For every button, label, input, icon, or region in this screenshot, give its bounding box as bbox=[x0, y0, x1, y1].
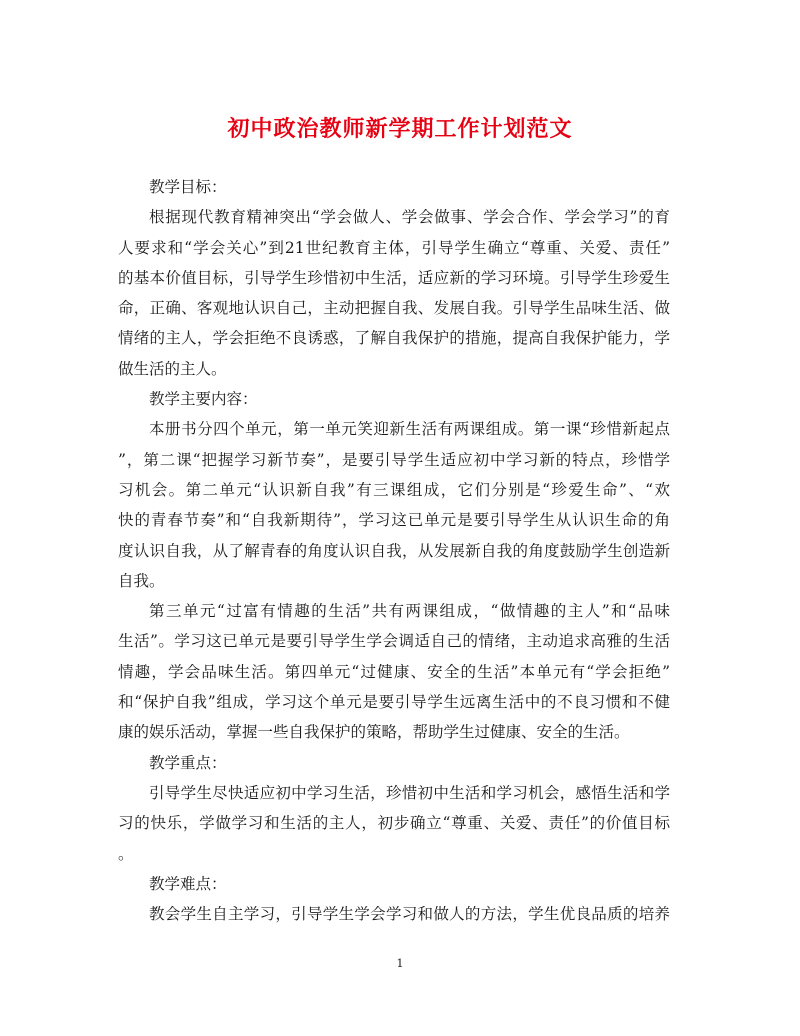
text-line: 命，正确、客观地认识自己，主动把握自我、发展自我。引导学生品味生活、做 bbox=[118, 299, 670, 318]
text-line: 的基本价值目标，引导学生珍惜初中生活，适应新的学习环境。引导学生珍爱生 bbox=[118, 268, 670, 287]
text-line: 人要求和“学会关心”到21世纪教育主体，引导学生确立“尊重、关爱、责任” bbox=[118, 238, 670, 257]
text-line: 教会学生自主学习，引导学生学会学习和做人的方法，学生优良品质的培养 bbox=[149, 905, 670, 924]
text-line: 教学主要内容： bbox=[149, 390, 258, 409]
text-line: 习机会。第二单元“认识新自我”有三课组成，它们分别是“珍爱生命”、“欢 bbox=[118, 480, 670, 499]
text-line: 。 bbox=[118, 844, 134, 863]
text-line: 自我。 bbox=[118, 571, 165, 590]
text-line: 康的娱乐活动，掌握一些自我保护的策略，帮助学生过健康、安全的生活。 bbox=[118, 723, 630, 742]
text-line: ”，第二课“把握学习新节奏”，是要引导学生适应初中学习新的特点，珍惜学 bbox=[118, 450, 670, 469]
text-line: 第三单元“过富有情趣的生活”共有两课组成，“做情趣的主人”和“品味 bbox=[149, 602, 670, 621]
text-line: 根据现代教育精神突出“学会做人、学会做事、学会合作、学会学习”的育 bbox=[149, 208, 670, 227]
document-title: 初中政治教师新学期工作计划范文 bbox=[227, 116, 573, 142]
text-line: 情趣，学会品味生活。第四单元“过健康、安全的生活”本单元有“学会拒绝” bbox=[118, 662, 670, 681]
text-line: 情绪的主人，学会拒绝不良诱惑，了解自我保护的措施，提高自我保护能力，学 bbox=[118, 329, 670, 348]
text-line: 快的青春节奏”和“自我新期待”，学习这已单元是要引导学生从认识生命的角 bbox=[118, 511, 670, 530]
text-line: 习的快乐，学做学习和生活的主人，初步确立“尊重、关爱、责任”的价值目标 bbox=[118, 814, 670, 833]
text-line: 做生活的主人。 bbox=[118, 359, 227, 378]
text-line: 教学目标： bbox=[149, 178, 227, 196]
text-line: 教学难点： bbox=[149, 874, 227, 893]
text-line: 本册书分四个单元，第一单元笑迎新生活有两课组成。第一课“珍惜新起点 bbox=[149, 420, 670, 439]
text-line: 和“保护自我”组成，学习这个单元是要引导学生远离生活中的不良习惯和不健 bbox=[118, 693, 670, 712]
text-line: 生活”。学习这已单元是要引导学生学会调适自己的情绪，主动追求高雅的生活 bbox=[118, 632, 670, 651]
text-line: 度认识自我，从了解青春的角度认识自我，从发展新自我的角度鼓励学生创造新 bbox=[118, 541, 670, 560]
document-body bbox=[118, 172, 670, 929]
text-line: 教学重点： bbox=[149, 753, 227, 772]
page-number: 1 bbox=[396, 957, 404, 970]
text-line: 引导学生尽快适应初中学习生活，珍惜初中生活和学习机会，感悟生活和学 bbox=[149, 783, 670, 802]
